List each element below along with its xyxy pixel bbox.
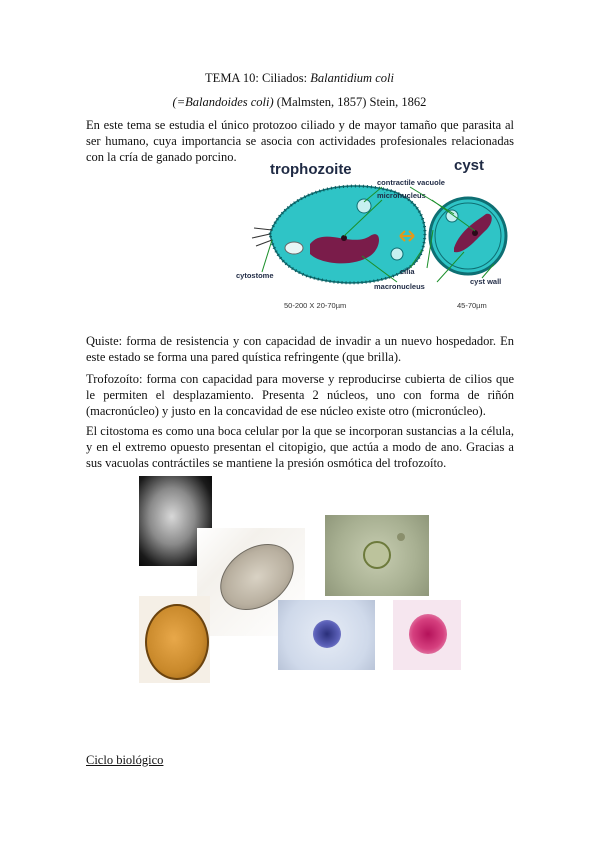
authority: (Malmsten, 1857) Stein, 1862 xyxy=(273,95,427,109)
synonym-name: (=Balandoides coli) xyxy=(172,95,274,109)
diagram-title-trophozoite: trophozoite xyxy=(270,161,352,178)
trofozoito-text: Trofozoíto: forma con capacidad para moverse y reproducirse cubierta de cilios que le permiten el desplazamiento. Presenta 2 núcleos, uno con forma de riñón (macronúcleo) y justo en la concavidad de ese núcleo existe otro (micronúcleo). xyxy=(86,372,514,418)
intro-text: En este tema se estudia el único protozoo ciliado y de mayor tamaño que parasita al ser humano, cuya importancia se asocia con actividades profesionales relacionadas con la cría de ganado porcino. xyxy=(86,118,514,164)
diagram-title-cyst: cyst xyxy=(454,157,485,174)
label-macronucleus: macronucleus xyxy=(374,282,425,291)
title-line-1 xyxy=(0,71,599,86)
balantidium-diagram xyxy=(232,156,514,318)
trofozoito-paragraph xyxy=(86,371,514,419)
species-name: Balantidium coli xyxy=(310,71,394,85)
title-prefix: TEMA 10: Ciliados: xyxy=(205,71,311,85)
micrograph-cysts-field xyxy=(325,515,429,596)
label-contractile-vacuole: contractile vacuole xyxy=(377,178,445,187)
quiste-paragraph xyxy=(86,333,514,365)
label-cytostome: cytostome xyxy=(236,271,274,280)
section-heading-ciclo xyxy=(86,753,163,768)
size-cyst: 45-70µm xyxy=(457,301,487,310)
size-trophozoite: 50-200 X 20-70µm xyxy=(284,301,347,310)
section-heading-text: Ciclo biológico xyxy=(86,753,164,767)
micrograph-cyst-pink-stain xyxy=(393,600,461,670)
trophozoite-cell xyxy=(252,186,425,283)
cyst-cell xyxy=(430,198,506,274)
label-cilia: cilia xyxy=(400,267,415,276)
quiste-text: Quiste: forma de resistencia y con capacidad de invadir a un nuevo hospedador. En este estado se forma una pared quística refringente (que brilla). xyxy=(86,334,514,364)
title-line-2 xyxy=(0,95,599,110)
citostoma-paragraph xyxy=(86,423,514,471)
citostoma-text: El citostoma es como una boca celular por la que se incorporan sustancias a la célula, y en el extremo opuesto presentan el citopigio, que actúa a modo de ano. Gracias a sus vacuolas contráctiles se mantiene la presión osmótica del trofozoíto. xyxy=(86,424,514,470)
label-cyst-wall: cyst wall xyxy=(470,277,502,286)
micrograph-cyst-blue-stain xyxy=(278,600,375,670)
micrograph-cyst-iodine xyxy=(139,596,210,683)
label-micronucleus: micronucleus xyxy=(377,191,426,200)
